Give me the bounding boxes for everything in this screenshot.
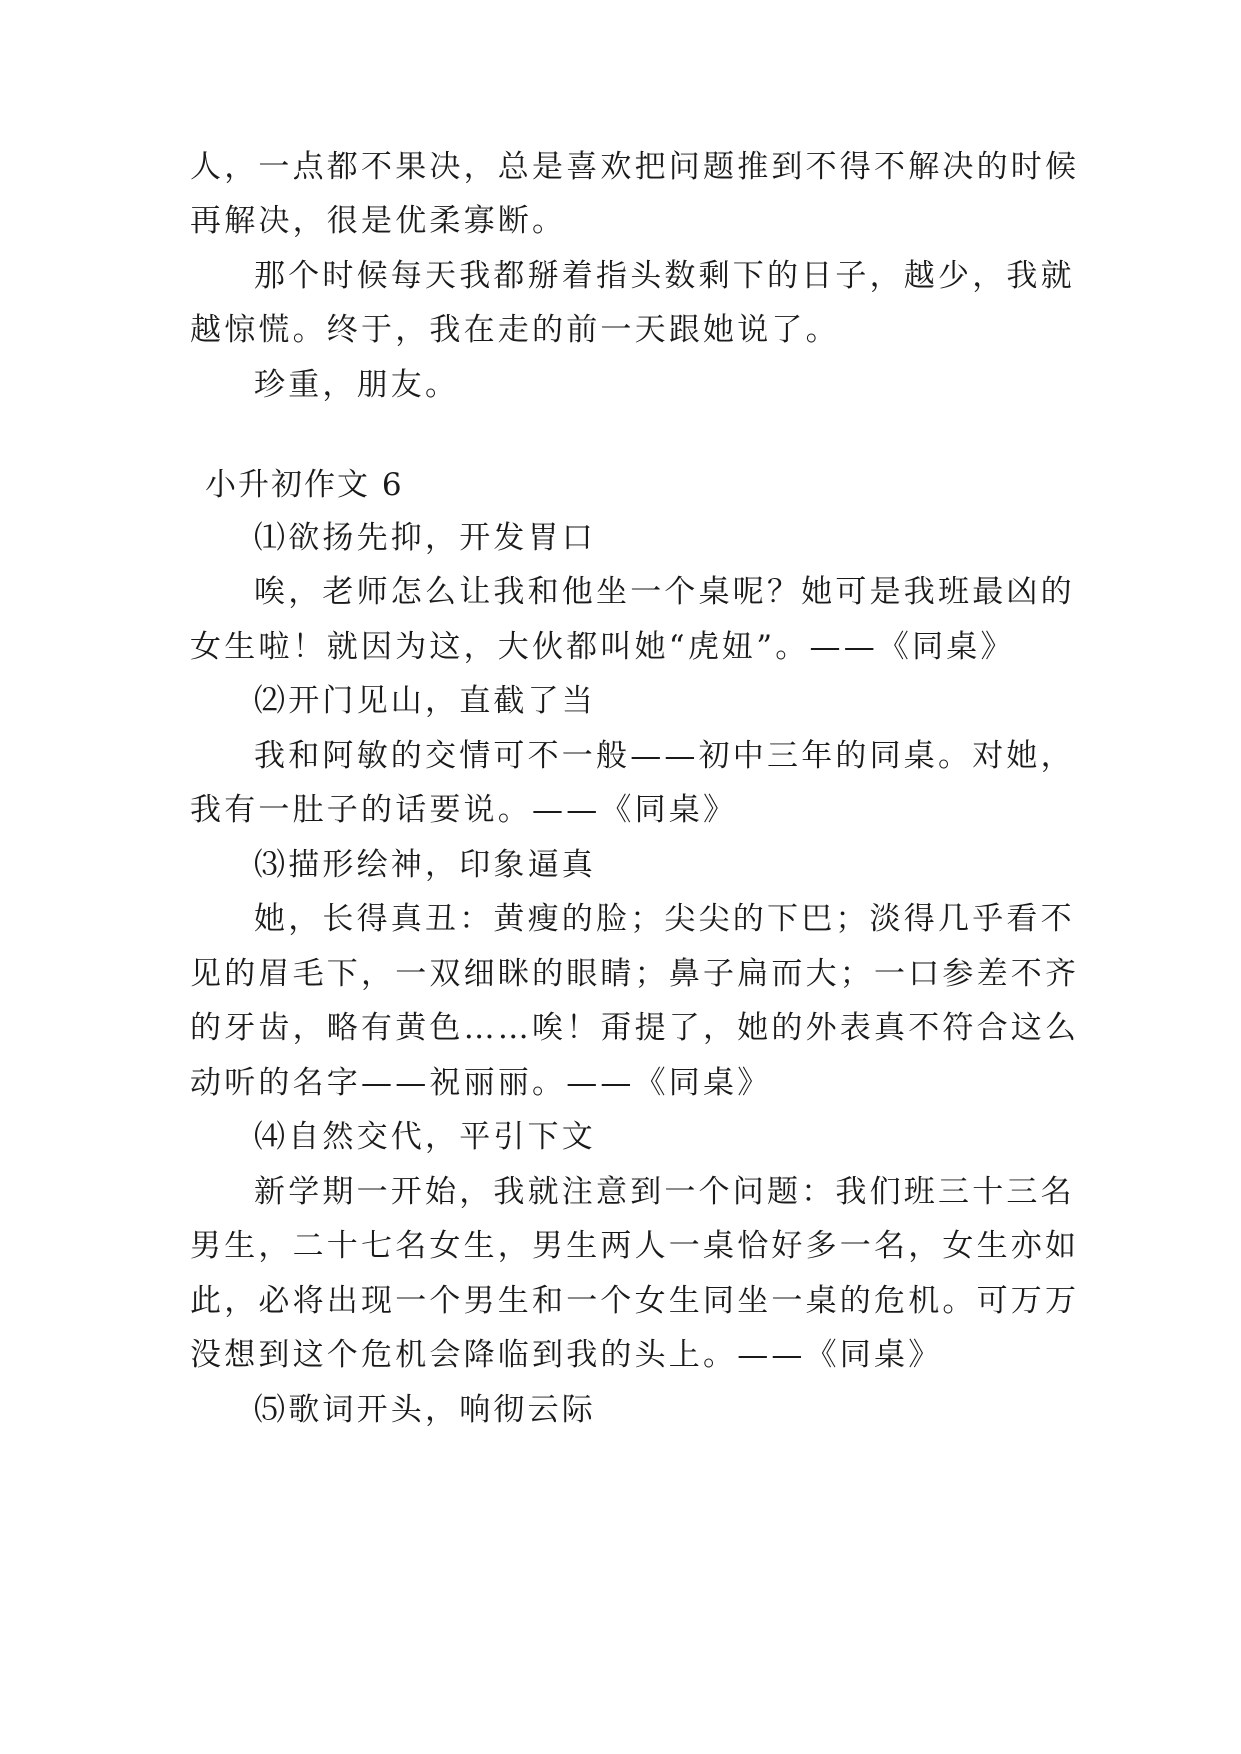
text-line: 我有一肚子的话要说。——《同桌》	[190, 792, 738, 828]
paragraph-line: 我和阿敏的交情可不一般——初中三年的同桌。对她，	[254, 738, 1075, 774]
subheading-line: ⑴欲扬先抑，开发胃口	[254, 520, 596, 556]
paragraph-line: 珍重，朋友。	[254, 367, 460, 403]
text-line: 女生啦！就因为这，大伙都叫她“虎妞”。——《同桌》	[190, 629, 1015, 665]
paragraph-line: 她，长得真丑：黄瘦的脸；尖尖的下巴；淡得几乎看不	[254, 901, 1075, 937]
text-line: 再解决，很是优柔寡断。	[190, 203, 567, 239]
subheading-line: ⑵开门见山，直截了当	[254, 683, 596, 719]
paragraph-line: 那个时候每天我都掰着指头数剩下的日子，越少，我就	[254, 258, 1075, 294]
section-heading: 小升初作文 6	[205, 467, 404, 503]
paragraph-line: 唉，老师怎么让我和他坐一个桌呢？她可是我班最凶的	[254, 574, 1075, 610]
text-line: 没想到这个危机会降临到我的头上。——《同桌》	[190, 1337, 943, 1373]
text-line: 人，一点都不果决，总是喜欢把问题推到不得不解决的时候	[190, 149, 1080, 185]
text-line: 男生，二十七名女生，男生两人一桌恰好多一名，女生亦如	[190, 1228, 1080, 1264]
paragraph-line: 新学期一开始，我就注意到一个问题：我们班三十三名	[254, 1174, 1075, 1210]
text-line: 见的眉毛下，一双细眯的眼睛；鼻子扁而大；一口参差不齐	[190, 956, 1080, 992]
text-line: 此，必将出现一个男生和一个女生同坐一桌的危机。可万万	[190, 1283, 1080, 1319]
subheading-line: ⑷自然交代，平引下文	[254, 1119, 596, 1155]
subheading-line: ⑸歌词开头，响彻云际	[254, 1392, 596, 1428]
subheading-line: ⑶描形绘神，印象逼真	[254, 847, 596, 883]
text-line: 越惊慌。终于，我在走的前一天跟她说了。	[190, 312, 840, 348]
text-line: 动听的名字——祝丽丽。——《同桌》	[190, 1065, 772, 1101]
text-line: 的牙齿，略有黄色……唉！甭提了，她的外表真不符合这么	[190, 1010, 1080, 1046]
